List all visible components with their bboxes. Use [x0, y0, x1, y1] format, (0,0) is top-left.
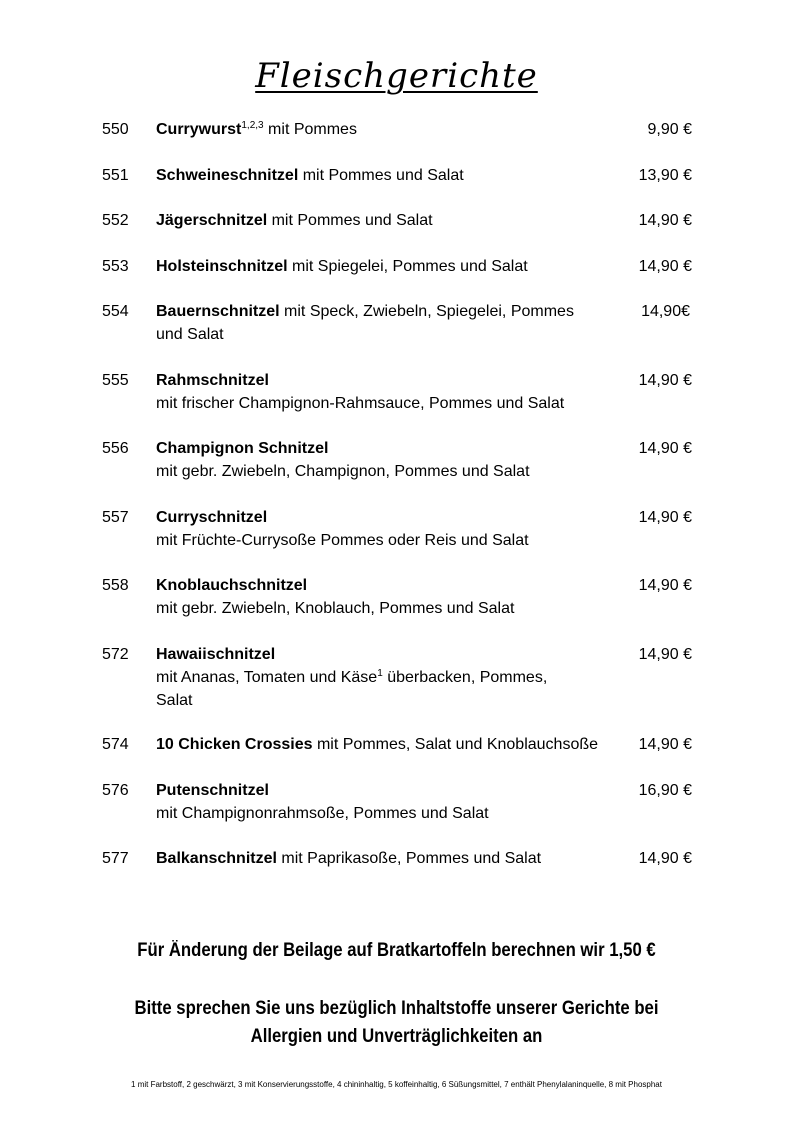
- allergen-superscript: 1: [377, 668, 383, 679]
- item-name: Balkanschnitzel: [156, 850, 277, 867]
- item-number: 576: [102, 782, 129, 799]
- item-number: 558: [102, 577, 129, 594]
- allergen-superscript: 1,2,3: [241, 120, 264, 131]
- item-name: Putenschnitzel: [156, 782, 269, 799]
- item-name: Schweineschnitzel: [156, 167, 299, 184]
- item-number: 574: [102, 736, 129, 753]
- item-details: mit Früchte-Currysoße Pommes oder Reis und Salat: [156, 532, 529, 549]
- item-name: Champignon Schnitzel: [156, 440, 329, 457]
- item-details: mit gebr. Zwiebeln, Knoblauch, Pommes und Salat: [156, 600, 515, 617]
- item-number: 577: [102, 850, 129, 867]
- item-price: 13,90 €: [638, 167, 692, 184]
- item-price: 14,90 €: [638, 258, 692, 275]
- item-description: [156, 369, 616, 415]
- item-price: 14,90 €: [638, 646, 692, 663]
- item-number: 552: [102, 212, 129, 229]
- side-dish-note: Für Änderung der Beilage auf Bratkartoffeln berechnen wir 1,50 €: [137, 940, 656, 961]
- item-number: 555: [102, 372, 129, 389]
- item-name: Bauernschnitzel: [156, 303, 280, 320]
- item-details: mit Pommes und Salat: [298, 167, 464, 184]
- item-number: 572: [102, 646, 129, 663]
- page-title: Fleischgerichte: [255, 56, 538, 96]
- item-description: [156, 643, 586, 712]
- item-description: [156, 733, 626, 756]
- item-name: 10 Chicken Crossies: [156, 736, 313, 753]
- item-price: 14,90 €: [638, 212, 692, 229]
- item-name: Curryschnitzel: [156, 509, 268, 526]
- item-description: [156, 506, 616, 552]
- item-number: 550: [102, 121, 129, 138]
- allergy-note: Bitte sprechen Sie uns bezüglich Inhaltstoffe unserer Gerichte bei Allergien und Unverträglichkeiten an: [134, 998, 659, 1047]
- item-details: mit gebr. Zwiebeln, Champignon, Pommes und Salat: [156, 463, 530, 480]
- item-name: Knoblauchschnitzel: [156, 577, 308, 594]
- item-name: Currywurst: [156, 121, 242, 138]
- item-description: [156, 118, 616, 141]
- allergen-footnote: 1 mit Farbstoff, 2 geschwärzt, 3 mit Konservierungsstoffe, 4 chininhaltig, 5 koffeinhaltig, 6 Süßungsmittel, 7 enthält Phenylalaninquelle, 8 mit Phosphat: [131, 1080, 662, 1089]
- item-details: mit Pommes, Salat und Knoblauchsoße: [312, 736, 599, 753]
- item-details: mit Champignonrahmsoße, Pommes und Salat: [156, 805, 489, 822]
- item-details: mit Paprikasoße, Pommes und Salat: [276, 850, 542, 867]
- item-name: Rahmschnitzel: [156, 372, 269, 389]
- item-number: 553: [102, 258, 129, 275]
- item-details: mit Ananas, Tomaten und Käse: [156, 669, 378, 686]
- item-description: [156, 255, 616, 278]
- item-price: 14,90 €: [638, 577, 692, 594]
- item-details: mit Spiegelei, Pommes und Salat: [287, 258, 528, 275]
- item-number: 551: [102, 167, 129, 184]
- item-description: [156, 779, 616, 825]
- item-price: 14,90 €: [638, 736, 692, 753]
- item-number: 557: [102, 509, 129, 526]
- item-number: 554: [102, 303, 129, 320]
- item-description: [156, 164, 616, 187]
- item-number: 556: [102, 440, 129, 457]
- item-details: mit frischer Champignon-Rahmsauce, Pommes und Salat: [156, 395, 565, 412]
- item-description: [156, 209, 616, 232]
- item-description: [156, 437, 616, 483]
- item-name: Holsteinschnitzel: [156, 258, 288, 275]
- item-description: [156, 300, 596, 346]
- item-details-cont: überbacken, Pommes, Salat: [156, 669, 548, 709]
- item-price: 14,90 €: [638, 850, 692, 867]
- item-price: 16,90 €: [638, 782, 692, 799]
- item-name: Hawaiischnitzel: [156, 646, 276, 663]
- item-description: [156, 847, 616, 870]
- item-details: mit Pommes und Salat: [267, 212, 433, 229]
- item-details: mit Pommes: [263, 121, 357, 138]
- item-price: 14,90 €: [638, 509, 692, 526]
- item-price: 9,90 €: [647, 121, 692, 138]
- item-price: 14,90 €: [638, 372, 692, 389]
- item-description: [156, 574, 616, 620]
- item-details: mit Speck, Zwiebeln, Spiegelei, Pommes und Salat: [156, 303, 574, 343]
- item-price: 14,90€: [641, 303, 690, 320]
- item-name: Jägerschnitzel: [156, 212, 268, 229]
- item-price: 14,90 €: [638, 440, 692, 457]
